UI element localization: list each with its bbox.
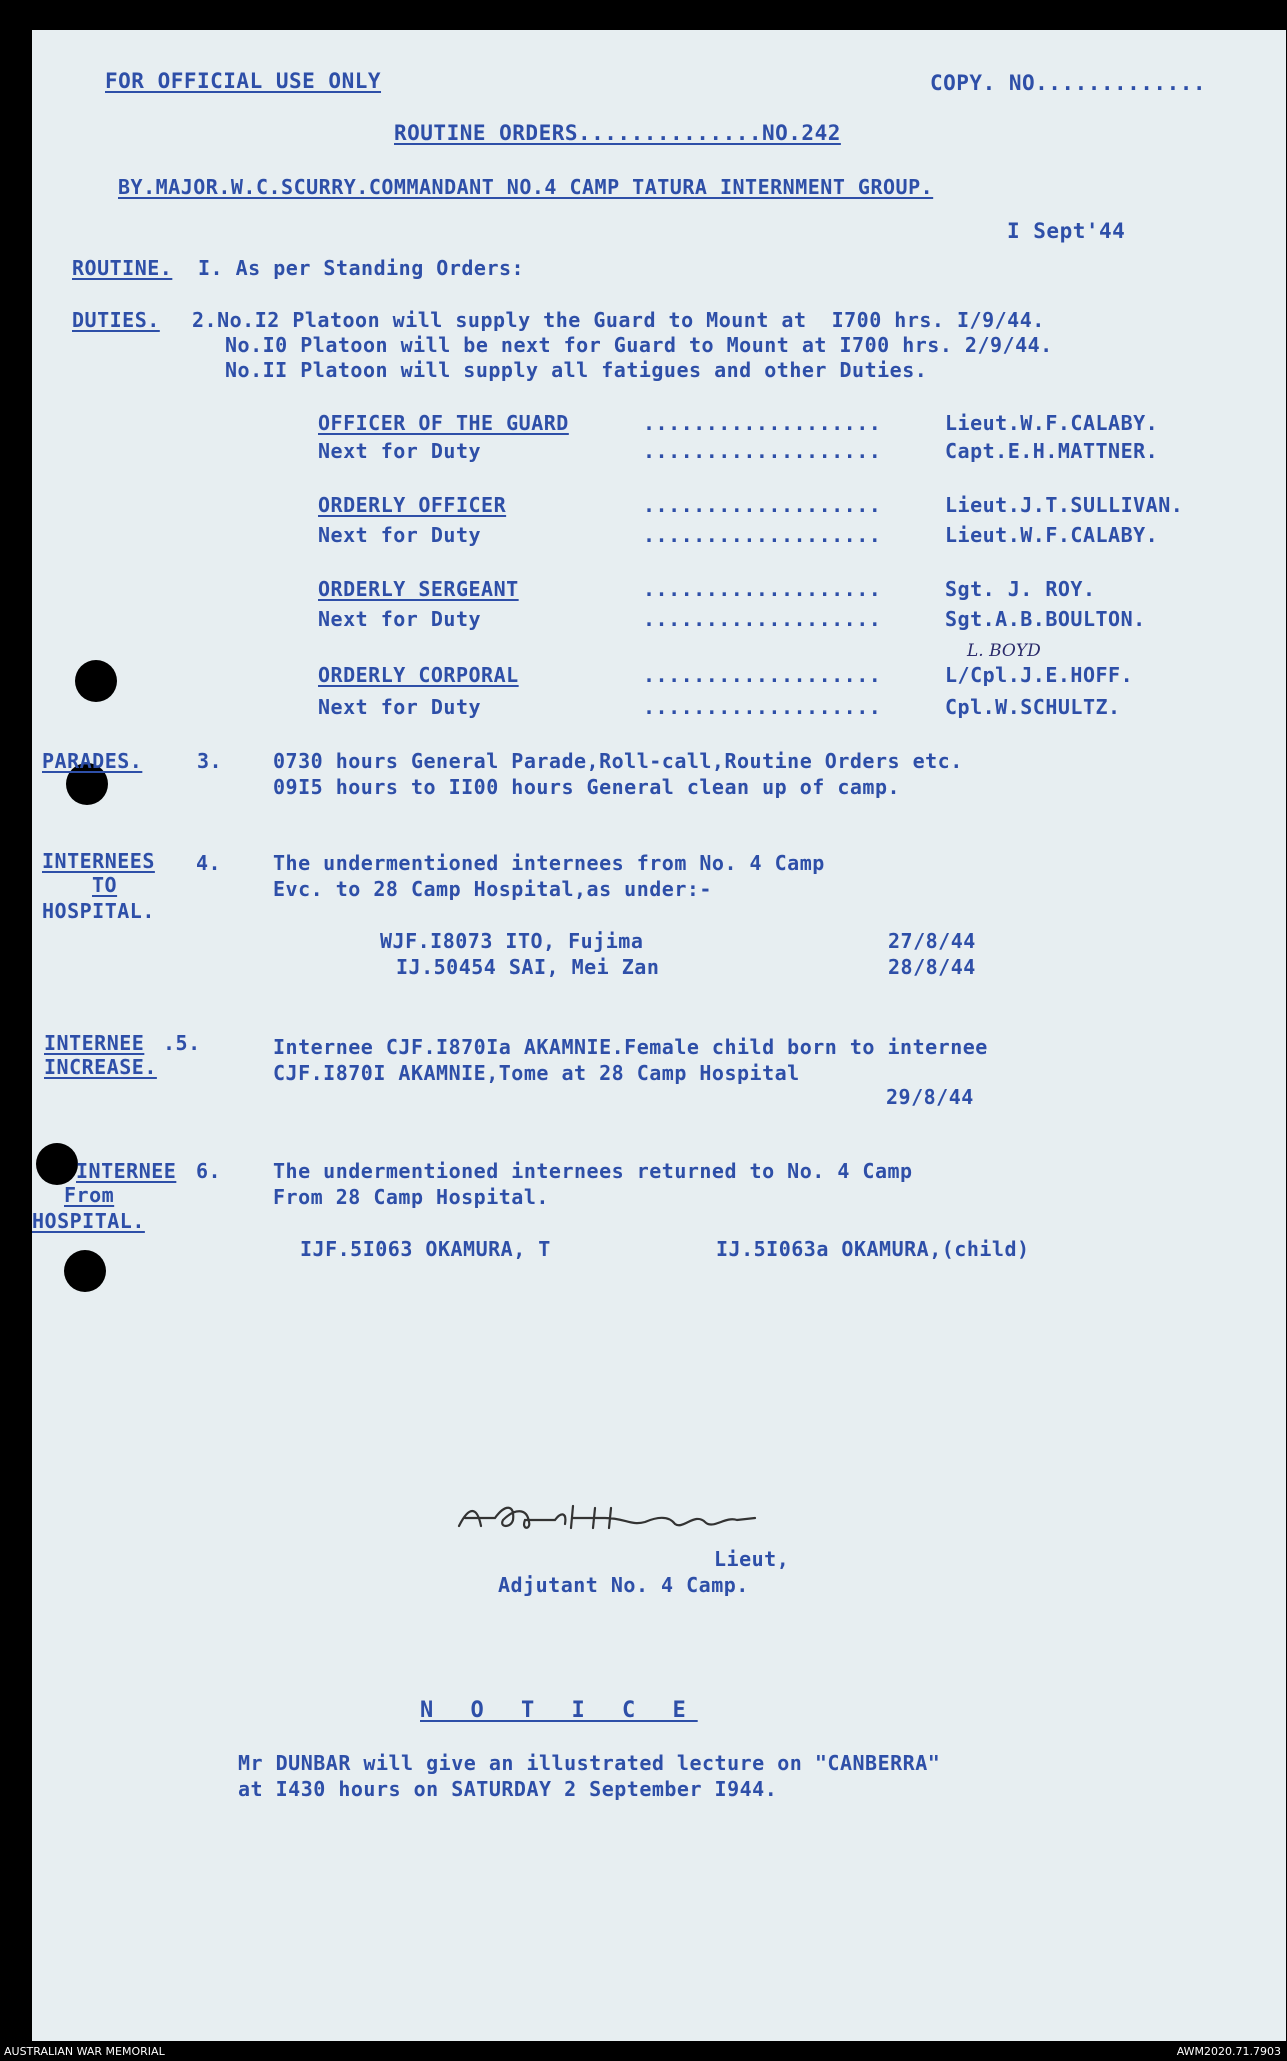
- hospital-entry-date: 28/8/44: [888, 955, 976, 979]
- document-date: I Sept'44: [1007, 219, 1126, 243]
- archive-credit: AUSTRALIAN WAR MEMORIAL: [4, 2045, 165, 2058]
- from-hospital-label: HOSPITAL.: [32, 1209, 145, 1233]
- roster-role: ORDERLY SERGEANT: [318, 577, 519, 601]
- roster-role: Next for Duty: [318, 607, 482, 631]
- archive-reference: AWM2020.71.7903: [1176, 2045, 1281, 2058]
- from-hospital-number: 6.: [196, 1159, 222, 1183]
- roster-name: L/Cpl.J.E.HOFF.: [945, 663, 1134, 687]
- notice-heading: N O T I C E: [420, 1698, 698, 1723]
- from-hospital-label: INTERNEE: [76, 1159, 177, 1183]
- increase-date: 29/8/44: [886, 1085, 974, 1109]
- to-hospital-number: 4.: [196, 851, 222, 875]
- punch-hole: [36, 1143, 78, 1185]
- hospital-entry-name: WJF.I8073 ITO, Fujima: [380, 929, 644, 953]
- to-hospital-line: The undermentioned internees from No. 4 Camp: [273, 851, 825, 875]
- roster-dots: ...................: [643, 607, 882, 631]
- roster-name: Lieut.W.F.CALABY.: [945, 411, 1159, 435]
- from-hospital-entry: IJF.5I063 OKAMURA, T: [300, 1237, 551, 1261]
- increase-number: .5.: [163, 1031, 201, 1055]
- signature: [455, 1498, 765, 1542]
- punch-hole: [64, 1250, 106, 1292]
- from-hospital-label: From: [64, 1183, 115, 1207]
- roster-role: Next for Duty: [318, 439, 482, 463]
- roster-dots: ...................: [643, 577, 882, 601]
- signatory-title: Adjutant No. 4 Camp.: [498, 1573, 749, 1597]
- roster-name: Lieut.J.T.SULLIVAN.: [945, 493, 1184, 517]
- duties-line: No.I0 Platoon will be next for Guard to Mount at I700 hrs. 2/9/44.: [225, 333, 1053, 357]
- roster-name: Capt.E.H.MATTNER.: [945, 439, 1159, 463]
- notice-line: at I430 hours on SATURDAY 2 September I944.: [238, 1777, 778, 1801]
- from-hospital-line: From 28 Camp Hospital.: [273, 1185, 549, 1209]
- classification-label: FOR OFFICIAL USE ONLY: [105, 69, 382, 93]
- by-line: BY.MAJOR.W.C.SCURRY.COMMANDANT NO.4 CAMP TATURA INTERNMENT GROUP.: [118, 175, 934, 199]
- to-hospital-label: TO: [92, 873, 118, 897]
- roster-name: Sgt. J. ROY.: [945, 577, 1096, 601]
- routine-text: I. As per Standing Orders:: [198, 256, 525, 280]
- parades-line: 0730 hours General Parade,Roll-call,Routine Orders etc.: [273, 749, 963, 773]
- duties-line: No.II Platoon will supply all fatigues and other Duties.: [225, 358, 928, 382]
- parades-label: PARADES.: [42, 749, 143, 773]
- roster-dots: ...................: [643, 411, 882, 435]
- increase-line: Internee CJF.I870Ia AKAMNIE.Female child born to internee: [273, 1035, 988, 1059]
- roster-role: Next for Duty: [318, 523, 482, 547]
- roster-name: Lieut.W.F.CALABY.: [945, 523, 1159, 547]
- roster-role: ORDERLY CORPORAL: [318, 663, 519, 687]
- roster-dots: ...................: [643, 439, 882, 463]
- increase-label: INCREASE.: [44, 1055, 157, 1079]
- from-hospital-entry: IJ.5I063a OKAMURA,(child): [716, 1237, 1030, 1261]
- to-hospital-line: Evc. to 28 Camp Hospital,as under:-: [273, 877, 712, 901]
- document-title: ROUTINE ORDERS..............NO.242: [394, 121, 841, 145]
- roster-dots: ...................: [643, 523, 882, 547]
- roster-dots: ...................: [643, 493, 882, 517]
- increase-line: CJF.I870I AKAMNIE,Tome at 28 Camp Hospital: [273, 1061, 800, 1085]
- roster-name: Cpl.W.SCHULTZ.: [945, 695, 1121, 719]
- roster-role: ORDERLY OFFICER: [318, 493, 507, 517]
- punch-hole: [75, 660, 117, 702]
- handwritten-correction: L. BOYD: [967, 641, 1041, 661]
- duties-label: DUTIES.: [72, 308, 160, 332]
- roster-dots: ...................: [643, 695, 882, 719]
- hospital-entry-date: 27/8/44: [888, 929, 976, 953]
- parades-line: 09I5 hours to II00 hours General clean up of camp.: [273, 775, 901, 799]
- from-hospital-line: The undermentioned internees returned to No. 4 Camp: [273, 1159, 913, 1183]
- signatory-rank: Lieut,: [714, 1547, 790, 1571]
- roster-role: Next for Duty: [318, 695, 482, 719]
- to-hospital-label: HOSPITAL.: [42, 899, 155, 923]
- hospital-entry-name: IJ.50454 SAI, Mei Zan: [396, 955, 660, 979]
- notice-line: Mr DUNBAR will give an illustrated lecture on "CANBERRA": [238, 1751, 941, 1775]
- roster-role: OFFICER OF THE GUARD: [318, 411, 569, 435]
- to-hospital-label: INTERNEES: [42, 849, 155, 873]
- increase-label: INTERNEE: [44, 1031, 145, 1055]
- routine-label: ROUTINE.: [72, 256, 173, 280]
- parades-number: 3.: [197, 749, 223, 773]
- copy-number: COPY. NO.............: [930, 71, 1207, 95]
- roster-name: Sgt.A.B.BOULTON.: [945, 607, 1146, 631]
- roster-dots: ...................: [643, 663, 882, 687]
- duties-line: 2.No.I2 Platoon will supply the Guard to Mount at I700 hrs. I/9/44.: [192, 308, 1045, 332]
